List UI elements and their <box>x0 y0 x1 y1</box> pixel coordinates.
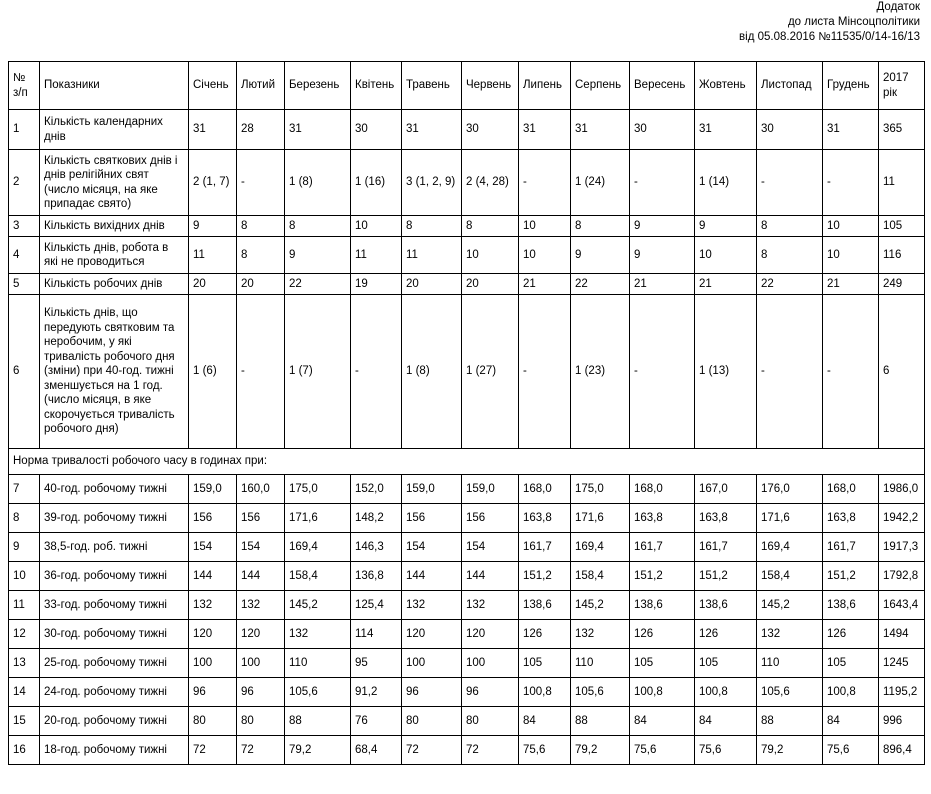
table-cell: 6 <box>879 295 925 449</box>
table-cell: 1 (8) <box>402 295 462 449</box>
table-cell: 75,6 <box>630 736 695 765</box>
table-cell: - <box>237 150 285 216</box>
table-cell: 160,0 <box>237 475 285 504</box>
column-header: № з/п <box>9 62 40 110</box>
table-cell: 100,8 <box>630 678 695 707</box>
table-row <box>9 533 925 562</box>
row-label: 38,5-год. роб. тижні <box>40 533 189 562</box>
table-cell: 151,2 <box>519 562 571 591</box>
table-cell: 120 <box>189 620 237 649</box>
table-cell: 1 (23) <box>571 295 630 449</box>
table-cell: 88 <box>571 707 630 736</box>
table-cell: 11 <box>351 237 402 274</box>
table-cell: 138,6 <box>695 591 757 620</box>
table-cell: 152,0 <box>351 475 402 504</box>
table-cell: 110 <box>757 649 823 678</box>
table-cell: 154 <box>189 533 237 562</box>
table-cell: 1 (13) <box>695 295 757 449</box>
table-cell: 126 <box>519 620 571 649</box>
table-cell: 21 <box>630 274 695 295</box>
row-number: 14 <box>9 678 40 707</box>
table-cell: 79,2 <box>285 736 351 765</box>
table-cell: - <box>351 295 402 449</box>
table-cell: 3 (1, 2, 9) <box>402 150 462 216</box>
table-cell: 31 <box>571 110 630 150</box>
column-header: Липень <box>519 62 571 110</box>
table-cell: 161,7 <box>823 533 879 562</box>
row-label: 40-год. робочому тижні <box>40 475 189 504</box>
table-cell: 175,0 <box>571 475 630 504</box>
row-number: 6 <box>9 295 40 449</box>
table-cell: 156 <box>237 504 285 533</box>
table-cell: - <box>630 150 695 216</box>
table-cell: 158,4 <box>757 562 823 591</box>
table-cell: 84 <box>519 707 571 736</box>
table-cell: 10 <box>519 237 571 274</box>
table-cell: 84 <box>695 707 757 736</box>
table-cell: 105,6 <box>285 678 351 707</box>
table-cell: 148,2 <box>351 504 402 533</box>
table-cell: 136,8 <box>351 562 402 591</box>
table-cell: 72 <box>462 736 519 765</box>
table-cell: - <box>519 295 571 449</box>
table-cell: 100,8 <box>823 678 879 707</box>
row-label: 24-год. робочому тижні <box>40 678 189 707</box>
table-cell: 100 <box>402 649 462 678</box>
row-number: 1 <box>9 110 40 150</box>
table-cell: 145,2 <box>757 591 823 620</box>
table-cell: 144 <box>237 562 285 591</box>
table-cell: 159,0 <box>462 475 519 504</box>
table-cell: 72 <box>189 736 237 765</box>
table-cell: - <box>237 295 285 449</box>
row-label: 25-год. робочому тижні <box>40 649 189 678</box>
table-cell: 96 <box>189 678 237 707</box>
row-number: 8 <box>9 504 40 533</box>
table-cell: 96 <box>462 678 519 707</box>
table-cell: 125,4 <box>351 591 402 620</box>
table-cell: 168,0 <box>823 475 879 504</box>
table-cell: 138,6 <box>519 591 571 620</box>
table-cell: 176,0 <box>757 475 823 504</box>
table-cell: 21 <box>823 274 879 295</box>
table-cell: 22 <box>285 274 351 295</box>
table-cell: 75,6 <box>519 736 571 765</box>
table-cell: 19 <box>351 274 402 295</box>
table-row <box>9 649 925 678</box>
table-cell: 8 <box>285 216 351 237</box>
table-cell: - <box>519 150 571 216</box>
table-cell: 163,8 <box>630 504 695 533</box>
table-cell: 168,0 <box>630 475 695 504</box>
table-cell: 75,6 <box>823 736 879 765</box>
table-cell: 132 <box>402 591 462 620</box>
table-row <box>9 150 925 216</box>
table-row <box>9 736 925 765</box>
column-header: Лютий <box>237 62 285 110</box>
table-cell: 79,2 <box>757 736 823 765</box>
table-cell: 30 <box>757 110 823 150</box>
table-cell: 84 <box>630 707 695 736</box>
table-cell: 156 <box>402 504 462 533</box>
table-cell: 2 (1, 7) <box>189 150 237 216</box>
table-cell: 1 (7) <box>285 295 351 449</box>
row-number: 7 <box>9 475 40 504</box>
section-title: Норма тривалості робочого часу в годинах при: <box>9 449 925 475</box>
table-cell: 159,0 <box>402 475 462 504</box>
table-cell: 1195,2 <box>879 678 925 707</box>
table-cell: 1 (27) <box>462 295 519 449</box>
table-cell: 1917,3 <box>879 533 925 562</box>
table-cell: 105 <box>519 649 571 678</box>
table-cell: 105,6 <box>571 678 630 707</box>
table-cell: 365 <box>879 110 925 150</box>
row-label: 36-год. робочому тижні <box>40 562 189 591</box>
table-row <box>9 562 925 591</box>
table-cell: 2 (4, 28) <box>462 150 519 216</box>
table-cell: 20 <box>462 274 519 295</box>
column-header: Листопад <box>757 62 823 110</box>
table-cell: 21 <box>695 274 757 295</box>
header-appendix: Додаток <box>876 1 920 13</box>
table-cell: 11 <box>189 237 237 274</box>
table-row <box>9 295 925 449</box>
row-number: 13 <box>9 649 40 678</box>
table-cell: 76 <box>351 707 402 736</box>
row-number: 9 <box>9 533 40 562</box>
table-cell: 163,8 <box>695 504 757 533</box>
table-cell: 105 <box>879 216 925 237</box>
row-number: 10 <box>9 562 40 591</box>
table-cell: 132 <box>189 591 237 620</box>
section-row <box>9 449 925 475</box>
table-cell: 996 <box>879 707 925 736</box>
table-cell: 80 <box>402 707 462 736</box>
table-cell: 171,6 <box>285 504 351 533</box>
table-cell: 1245 <box>879 649 925 678</box>
table-cell: 72 <box>402 736 462 765</box>
table-cell: - <box>823 150 879 216</box>
table-row <box>9 504 925 533</box>
table-cell: 120 <box>462 620 519 649</box>
table-cell: 159,0 <box>189 475 237 504</box>
table-cell: 88 <box>285 707 351 736</box>
row-label: Кількість календарних днів <box>40 110 189 150</box>
table-cell: 80 <box>189 707 237 736</box>
column-header: Березень <box>285 62 351 110</box>
table-cell: 10 <box>823 237 879 274</box>
table-cell: 100 <box>462 649 519 678</box>
header-letter-date: від 05.08.2016 №11535/0/14-16/13 <box>739 31 920 43</box>
table-cell: 169,4 <box>285 533 351 562</box>
table-cell: 110 <box>285 649 351 678</box>
table-cell: 8 <box>757 216 823 237</box>
table-cell: 120 <box>237 620 285 649</box>
table-row <box>9 707 925 736</box>
row-label: Кількість днів, що передують святковим та неробочим, у які тривалість робочого дня (зміни) при 40-год. тижні зменшується на 1 год. (число місяця, в яке скорочується тривалість робочого дня) <box>40 295 189 449</box>
table-cell: 8 <box>402 216 462 237</box>
table-cell: 80 <box>237 707 285 736</box>
table-cell: 20 <box>189 274 237 295</box>
table-cell: 100 <box>237 649 285 678</box>
table-cell: 138,6 <box>630 591 695 620</box>
table-cell: 1643,4 <box>879 591 925 620</box>
column-header: Серпень <box>571 62 630 110</box>
table-cell: 138,6 <box>823 591 879 620</box>
row-number: 3 <box>9 216 40 237</box>
table-row <box>9 216 925 237</box>
table-cell: 169,4 <box>757 533 823 562</box>
table-cell: 120 <box>402 620 462 649</box>
table-cell: 167,0 <box>695 475 757 504</box>
table-cell: 8 <box>462 216 519 237</box>
table-cell: 100,8 <box>695 678 757 707</box>
table-cell: 95 <box>351 649 402 678</box>
table-cell: 22 <box>757 274 823 295</box>
table-row <box>9 620 925 649</box>
table-cell: 31 <box>285 110 351 150</box>
table-cell: 10 <box>462 237 519 274</box>
table-cell: 68,4 <box>351 736 402 765</box>
table-cell: 146,3 <box>351 533 402 562</box>
table-cell: 20 <box>237 274 285 295</box>
table-cell: 20 <box>402 274 462 295</box>
table-cell: 9 <box>630 216 695 237</box>
row-label: 33-год. робочому тижні <box>40 591 189 620</box>
table-cell: 1986,0 <box>879 475 925 504</box>
table-cell: 158,4 <box>571 562 630 591</box>
row-number: 2 <box>9 150 40 216</box>
column-header: Жовтень <box>695 62 757 110</box>
row-label: 30-год. робочому тижні <box>40 620 189 649</box>
table-cell: 154 <box>402 533 462 562</box>
table-cell: 116 <box>879 237 925 274</box>
table-cell: 132 <box>237 591 285 620</box>
table-cell: 144 <box>462 562 519 591</box>
table-cell: 10 <box>519 216 571 237</box>
table-row <box>9 237 925 274</box>
table-cell: 154 <box>237 533 285 562</box>
row-number: 12 <box>9 620 40 649</box>
table-cell: 1494 <box>879 620 925 649</box>
table-cell: 163,8 <box>519 504 571 533</box>
table-cell: 31 <box>823 110 879 150</box>
table-cell: 9 <box>571 237 630 274</box>
table-cell: 171,6 <box>571 504 630 533</box>
working-time-table <box>8 61 925 765</box>
table-cell: 30 <box>351 110 402 150</box>
table-cell: 145,2 <box>285 591 351 620</box>
table-cell: 1 (6) <box>189 295 237 449</box>
column-header: Грудень <box>823 62 879 110</box>
table-cell: 80 <box>462 707 519 736</box>
table-cell: 91,2 <box>351 678 402 707</box>
column-header: Січень <box>189 62 237 110</box>
column-header: Червень <box>462 62 519 110</box>
table-cell: 114 <box>351 620 402 649</box>
table-cell: 151,2 <box>823 562 879 591</box>
table-cell: 158,4 <box>285 562 351 591</box>
table-cell: 126 <box>823 620 879 649</box>
table-row <box>9 591 925 620</box>
row-label: 39-год. робочому тижні <box>40 504 189 533</box>
table-cell: 1 (8) <box>285 150 351 216</box>
row-number: 11 <box>9 591 40 620</box>
table-cell: 1942,2 <box>879 504 925 533</box>
table-cell: 168,0 <box>519 475 571 504</box>
table-cell: 10 <box>823 216 879 237</box>
table-cell: 10 <box>695 237 757 274</box>
table-cell: 31 <box>695 110 757 150</box>
table-cell: 31 <box>402 110 462 150</box>
table-row <box>9 475 925 504</box>
table-cell: 175,0 <box>285 475 351 504</box>
table-cell: 11 <box>879 150 925 216</box>
table-cell: 28 <box>237 110 285 150</box>
table-cell: 896,4 <box>879 736 925 765</box>
table-cell: 22 <box>571 274 630 295</box>
table-cell: 1 (14) <box>695 150 757 216</box>
table-cell: 84 <box>823 707 879 736</box>
table-cell: 30 <box>462 110 519 150</box>
table-cell: 10 <box>351 216 402 237</box>
row-number: 16 <box>9 736 40 765</box>
table-cell: 249 <box>879 274 925 295</box>
table-cell: - <box>757 295 823 449</box>
table-cell: 151,2 <box>630 562 695 591</box>
table-cell: 79,2 <box>571 736 630 765</box>
table-cell: 21 <box>519 274 571 295</box>
table-cell: 151,2 <box>695 562 757 591</box>
table-cell: 30 <box>630 110 695 150</box>
column-header: Травень <box>402 62 462 110</box>
table-cell: 161,7 <box>630 533 695 562</box>
table-row <box>9 110 925 150</box>
table-header-row <box>9 62 925 110</box>
table-cell: 100 <box>189 649 237 678</box>
table-cell: 144 <box>189 562 237 591</box>
column-header: Вересень <box>630 62 695 110</box>
table-cell: 126 <box>695 620 757 649</box>
row-label: Кількість святкових днів і днів релігійних свят (число місяця, на яке припадає свято) <box>40 150 189 216</box>
table-cell: 8 <box>237 216 285 237</box>
table-cell: 96 <box>402 678 462 707</box>
table-cell: 169,4 <box>571 533 630 562</box>
row-label: 20-год. робочому тижні <box>40 707 189 736</box>
table-cell: 8 <box>571 216 630 237</box>
table-cell: 132 <box>571 620 630 649</box>
table-cell: 100,8 <box>519 678 571 707</box>
column-header: Показники <box>40 62 189 110</box>
table-cell: 105 <box>630 649 695 678</box>
table-cell: 163,8 <box>823 504 879 533</box>
table-cell: 1 (16) <box>351 150 402 216</box>
table-cell: 88 <box>757 707 823 736</box>
table-cell: 72 <box>237 736 285 765</box>
table-cell: 161,7 <box>519 533 571 562</box>
table-cell: 1 (24) <box>571 150 630 216</box>
table-row <box>9 274 925 295</box>
table-cell: - <box>823 295 879 449</box>
table-cell: 156 <box>462 504 519 533</box>
table-cell: 31 <box>519 110 571 150</box>
row-label: 18-год. робочому тижні <box>40 736 189 765</box>
table-cell: 132 <box>757 620 823 649</box>
table-cell: 154 <box>462 533 519 562</box>
table-cell: 105,6 <box>757 678 823 707</box>
document-header <box>739 0 920 45</box>
table-cell: 9 <box>285 237 351 274</box>
row-number: 4 <box>9 237 40 274</box>
table-cell: 96 <box>237 678 285 707</box>
table-cell: 126 <box>630 620 695 649</box>
table-cell: 171,6 <box>757 504 823 533</box>
table-cell: 8 <box>237 237 285 274</box>
table-cell: 75,6 <box>695 736 757 765</box>
table-cell: - <box>757 150 823 216</box>
table-cell: 31 <box>189 110 237 150</box>
table-cell: 9 <box>189 216 237 237</box>
table-cell: 145,2 <box>571 591 630 620</box>
column-header: 2017 рік <box>879 62 925 110</box>
table-cell: 144 <box>402 562 462 591</box>
table-cell: 9 <box>695 216 757 237</box>
table-cell: - <box>630 295 695 449</box>
column-header: Квітень <box>351 62 402 110</box>
row-number: 5 <box>9 274 40 295</box>
table-cell: 9 <box>630 237 695 274</box>
table-row <box>9 678 925 707</box>
table-cell: 8 <box>757 237 823 274</box>
table-cell: 105 <box>823 649 879 678</box>
table-cell: 11 <box>402 237 462 274</box>
table-cell: 132 <box>285 620 351 649</box>
row-number: 15 <box>9 707 40 736</box>
table-cell: 105 <box>695 649 757 678</box>
row-label: Кількість робочих днів <box>40 274 189 295</box>
table-cell: 1792,8 <box>879 562 925 591</box>
row-label: Кількість днів, робота в які не проводиться <box>40 237 189 274</box>
table-cell: 156 <box>189 504 237 533</box>
table-cell: 132 <box>462 591 519 620</box>
table-cell: 161,7 <box>695 533 757 562</box>
header-letter-ref: до листа Мінсоцполітики <box>787 16 920 28</box>
row-label: Кількість вихідних днів <box>40 216 189 237</box>
table-cell: 110 <box>571 649 630 678</box>
